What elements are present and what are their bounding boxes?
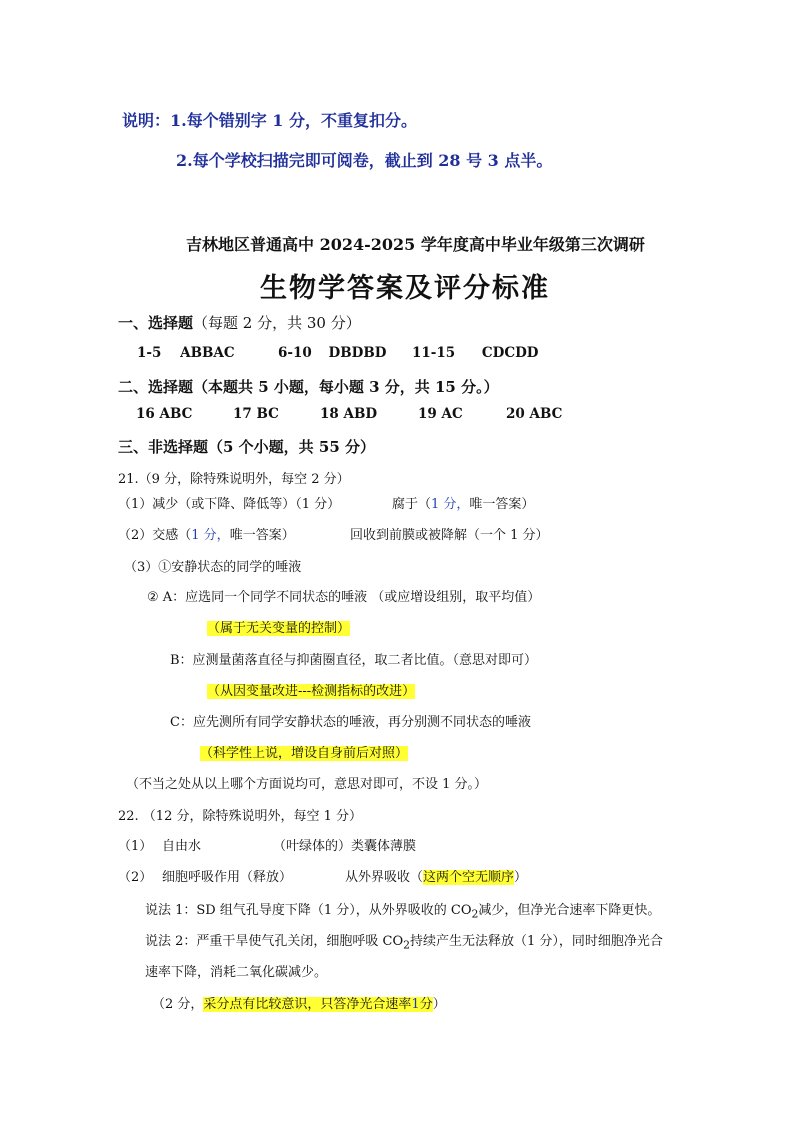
section3-title: 三、非选择题（5 个小题，共 55 分）: [118, 438, 375, 456]
multi-answer-19: 19 AC: [418, 406, 463, 422]
q22-part2-answer2-a: 从外界吸收（: [345, 870, 424, 885]
q22-part2-label: （2）: [118, 870, 153, 885]
q21-part1-answer2-a: 腐于（: [392, 497, 432, 512]
subscript: 2: [403, 938, 411, 952]
note-line-1: 说明：1.每个错别字 1 分，不重复扣分。: [122, 111, 417, 130]
q21-b-highlight: [207, 680, 415, 699]
mc-range: 6-10: [278, 345, 312, 361]
q21-part2-answer2: 回收到前膜或被降解（一个 1 分）: [350, 528, 549, 543]
q22-part1-answer2: （叶绿体的）类囊体薄膜: [273, 839, 417, 854]
q21-part1-score: 1 分，: [431, 497, 470, 512]
highlight: （属于无关变量的控制）: [207, 621, 351, 636]
multi-answer-16: 16 ABC: [136, 406, 193, 422]
section1-title-note: （每题 2 分，共 30 分）: [193, 314, 361, 332]
q21-part3-answer: （3）①安静状态的同学的唾液: [124, 560, 302, 575]
score-note-b: ）: [432, 997, 446, 1012]
highlight-score: 1: [411, 997, 420, 1012]
q21-c-highlight: [200, 742, 408, 761]
q22-part2-answer1: 细胞呼吸作用（释放）: [162, 870, 293, 885]
mc-answers: DBDBD: [328, 345, 387, 361]
q22-score-note: [152, 993, 446, 1012]
statement2-b: 持续产生无法释放（1 分），同时细胞净光合: [410, 934, 663, 949]
mc-group-2: [278, 345, 386, 361]
q21-part1-answer2: [392, 493, 534, 512]
mc-group-1: [137, 345, 235, 361]
section1-title-text: 一、选择题: [118, 314, 194, 332]
subscript: 2: [471, 907, 479, 921]
q21-part1-answer1: （1）减少（或下降、降低等）（1 分）: [118, 497, 341, 512]
q22-part1-label: （1）: [118, 839, 153, 854]
multi-answer-17: 17 BC: [233, 406, 279, 422]
mc-answers: ABBAC: [180, 345, 235, 361]
note-line-2: 2.每个学校扫描完即可阅卷，截止到 28 号 3 点半。: [176, 151, 553, 170]
q21-footnote: （不当之处从以上哪个方面说均可，意思对即可，不设 1 分。）: [126, 777, 488, 792]
highlight: 这两个空无顺序: [423, 870, 515, 885]
statement2-a: 说法 2：严重干旱使气孔关闭，细胞呼吸 CO: [145, 934, 404, 949]
q21-part2-score: 1 分，: [191, 528, 230, 543]
score-note-a: （2 分，: [152, 997, 204, 1012]
q21-header: 21.（9 分，除特殊说明外，每空 2 分）: [118, 472, 350, 487]
q21-c-line: C：应先测所有同学安静状态的唾液，再分别测不同状态的唾液: [170, 715, 531, 730]
document-title: 生物学答案及评分标准: [260, 273, 550, 304]
exam-title: 吉林地区普通高中 2024-2025 学年度高中毕业年级第三次调研: [186, 235, 645, 254]
mc-range: 1-5: [137, 345, 162, 361]
mc-range: 11-15: [412, 345, 456, 361]
q21-a-line: ② A：应选同一个同学不同状态的唾液 （或应增设组别，取平均值）: [147, 590, 541, 605]
highlight: （从因变量改进---检测指标的改进）: [207, 684, 416, 699]
q22-part2-answer2-b: ）: [514, 870, 528, 885]
highlight: 采分点有比较意识，只答净光合速率: [203, 997, 412, 1012]
mc-answers: CDCDD: [481, 345, 539, 361]
statement1-a: 说法 1：SD 组气孔导度下降（1 分），从外界吸收的 CO: [145, 903, 472, 918]
q21-part2-answer1-a: （2）交感（: [118, 528, 192, 543]
section2-title: 二、选择题（本题共 5 小题，每小题 3 分，共 15 分。）: [118, 378, 499, 396]
section1-title: [118, 312, 361, 333]
highlight: （科学性上说，增设自身前后对照）: [200, 746, 409, 761]
multi-answer-18: 18 ABD: [320, 406, 378, 422]
q21-part1-answer2-b: 唯一答案）: [469, 497, 535, 512]
mc-group-3: [412, 345, 539, 361]
q21-part2-answer1: [118, 524, 295, 543]
q22-part1-answer1: 自由水: [162, 839, 202, 854]
q21-b-line: B：应测量菌落直径与抑菌圈直径，取二者比值。（意思对即可）: [170, 653, 538, 668]
q22-header: 22. （12 分，除特殊说明外，每空 1 分）: [118, 809, 363, 824]
multi-answer-20: 20 ABC: [506, 406, 563, 422]
q22-statement-2: [145, 930, 663, 952]
statement1-b: 减少，但净光合速率下降更快。: [478, 903, 661, 918]
q21-part2-answer1-b: 唯一答案）: [229, 528, 295, 543]
highlight: 分: [419, 997, 433, 1012]
q22-statement-2-cont: 速率下降，消耗二氧化碳减少。: [145, 965, 328, 980]
q21-a-highlight: [207, 617, 350, 636]
q22-part2-answer2: [345, 866, 527, 885]
q22-statement-1: [145, 899, 660, 921]
